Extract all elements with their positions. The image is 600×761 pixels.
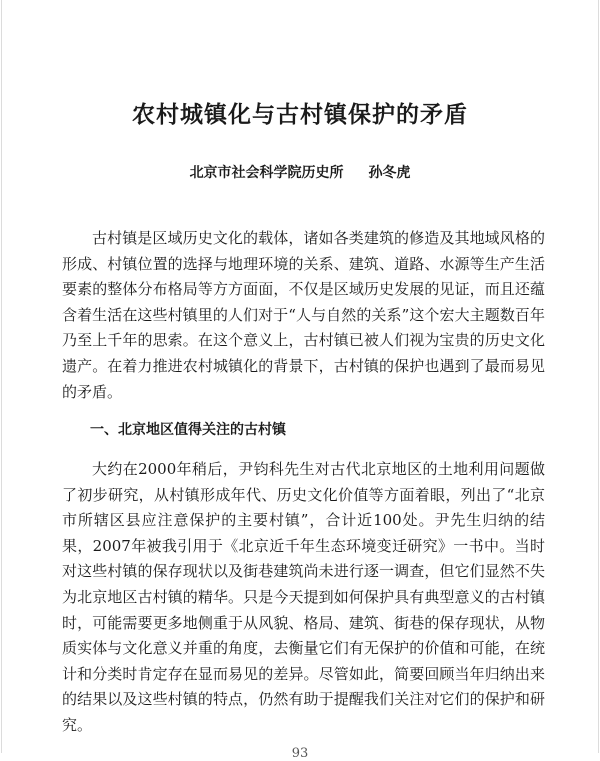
intro-paragraph-block: [62, 226, 545, 405]
author-name: 孙冬虎: [368, 165, 411, 181]
intro-paragraph: 古村镇是区域历史文化的载体，诸如各类建筑的修造及其地域风格的形成、村镇位置的选择与地理环境的关系、建筑、道路、水源等生产生活要素的整体分布格局等方方面面，不仅是区域历史发展的见证，而且还蕴含着生活在这些村镇里的人们对于“人与自然的关系”这个宏大主题数百年乃至上千年的思索。在这个意义上，古村镇已被人们视为宝贵的历史文化遗产。在着力推进农村城镇化的背景下，古村镇的保护也遇到了最而易见的矛盾。: [62, 229, 545, 401]
page-number: 93: [291, 746, 309, 761]
author-line: [0, 162, 600, 182]
section-paragraph: 大约在2000年稍后，尹钧科先生对古代北京地区的土地利用问题做了初步研究，从村镇形成年代、历史文化价值等方面着眼，列出了“北京市所辖区县应注意保护的主要村镇”，合计近100处。尹先生归纳的结果，2007年被我引用于《北京近千年生态环境变迁研究》一书中。当时对这些村镇的保存现状以及街巷建筑尚未进行逐一调查，但它们显然不失为北京地区古村镇的精华。只是今天提到如何保护具有典型意义的古村镇时，可能需要更多地侧重于从风貌、格局、建筑、街巷的保存现状，从物质实体与文化意义并重的角度，去衡量它们有无保护的价值和可能，在统计和分类时肯定存在显而易见的差异。尽管如此，简要回顾当年归纳出来的结果以及这些村镇的特点，仍然有助于提醒我们关注对它们的保护和研究。: [62, 460, 545, 734]
section-heading: 一、北京地区值得关注的古村镇: [90, 422, 286, 438]
author-affiliation: 北京市社会科学院历史所: [189, 165, 344, 181]
section-paragraph-block: [62, 457, 545, 739]
article-title: 农村城镇化与古村镇保护的矛盾: [132, 101, 468, 128]
